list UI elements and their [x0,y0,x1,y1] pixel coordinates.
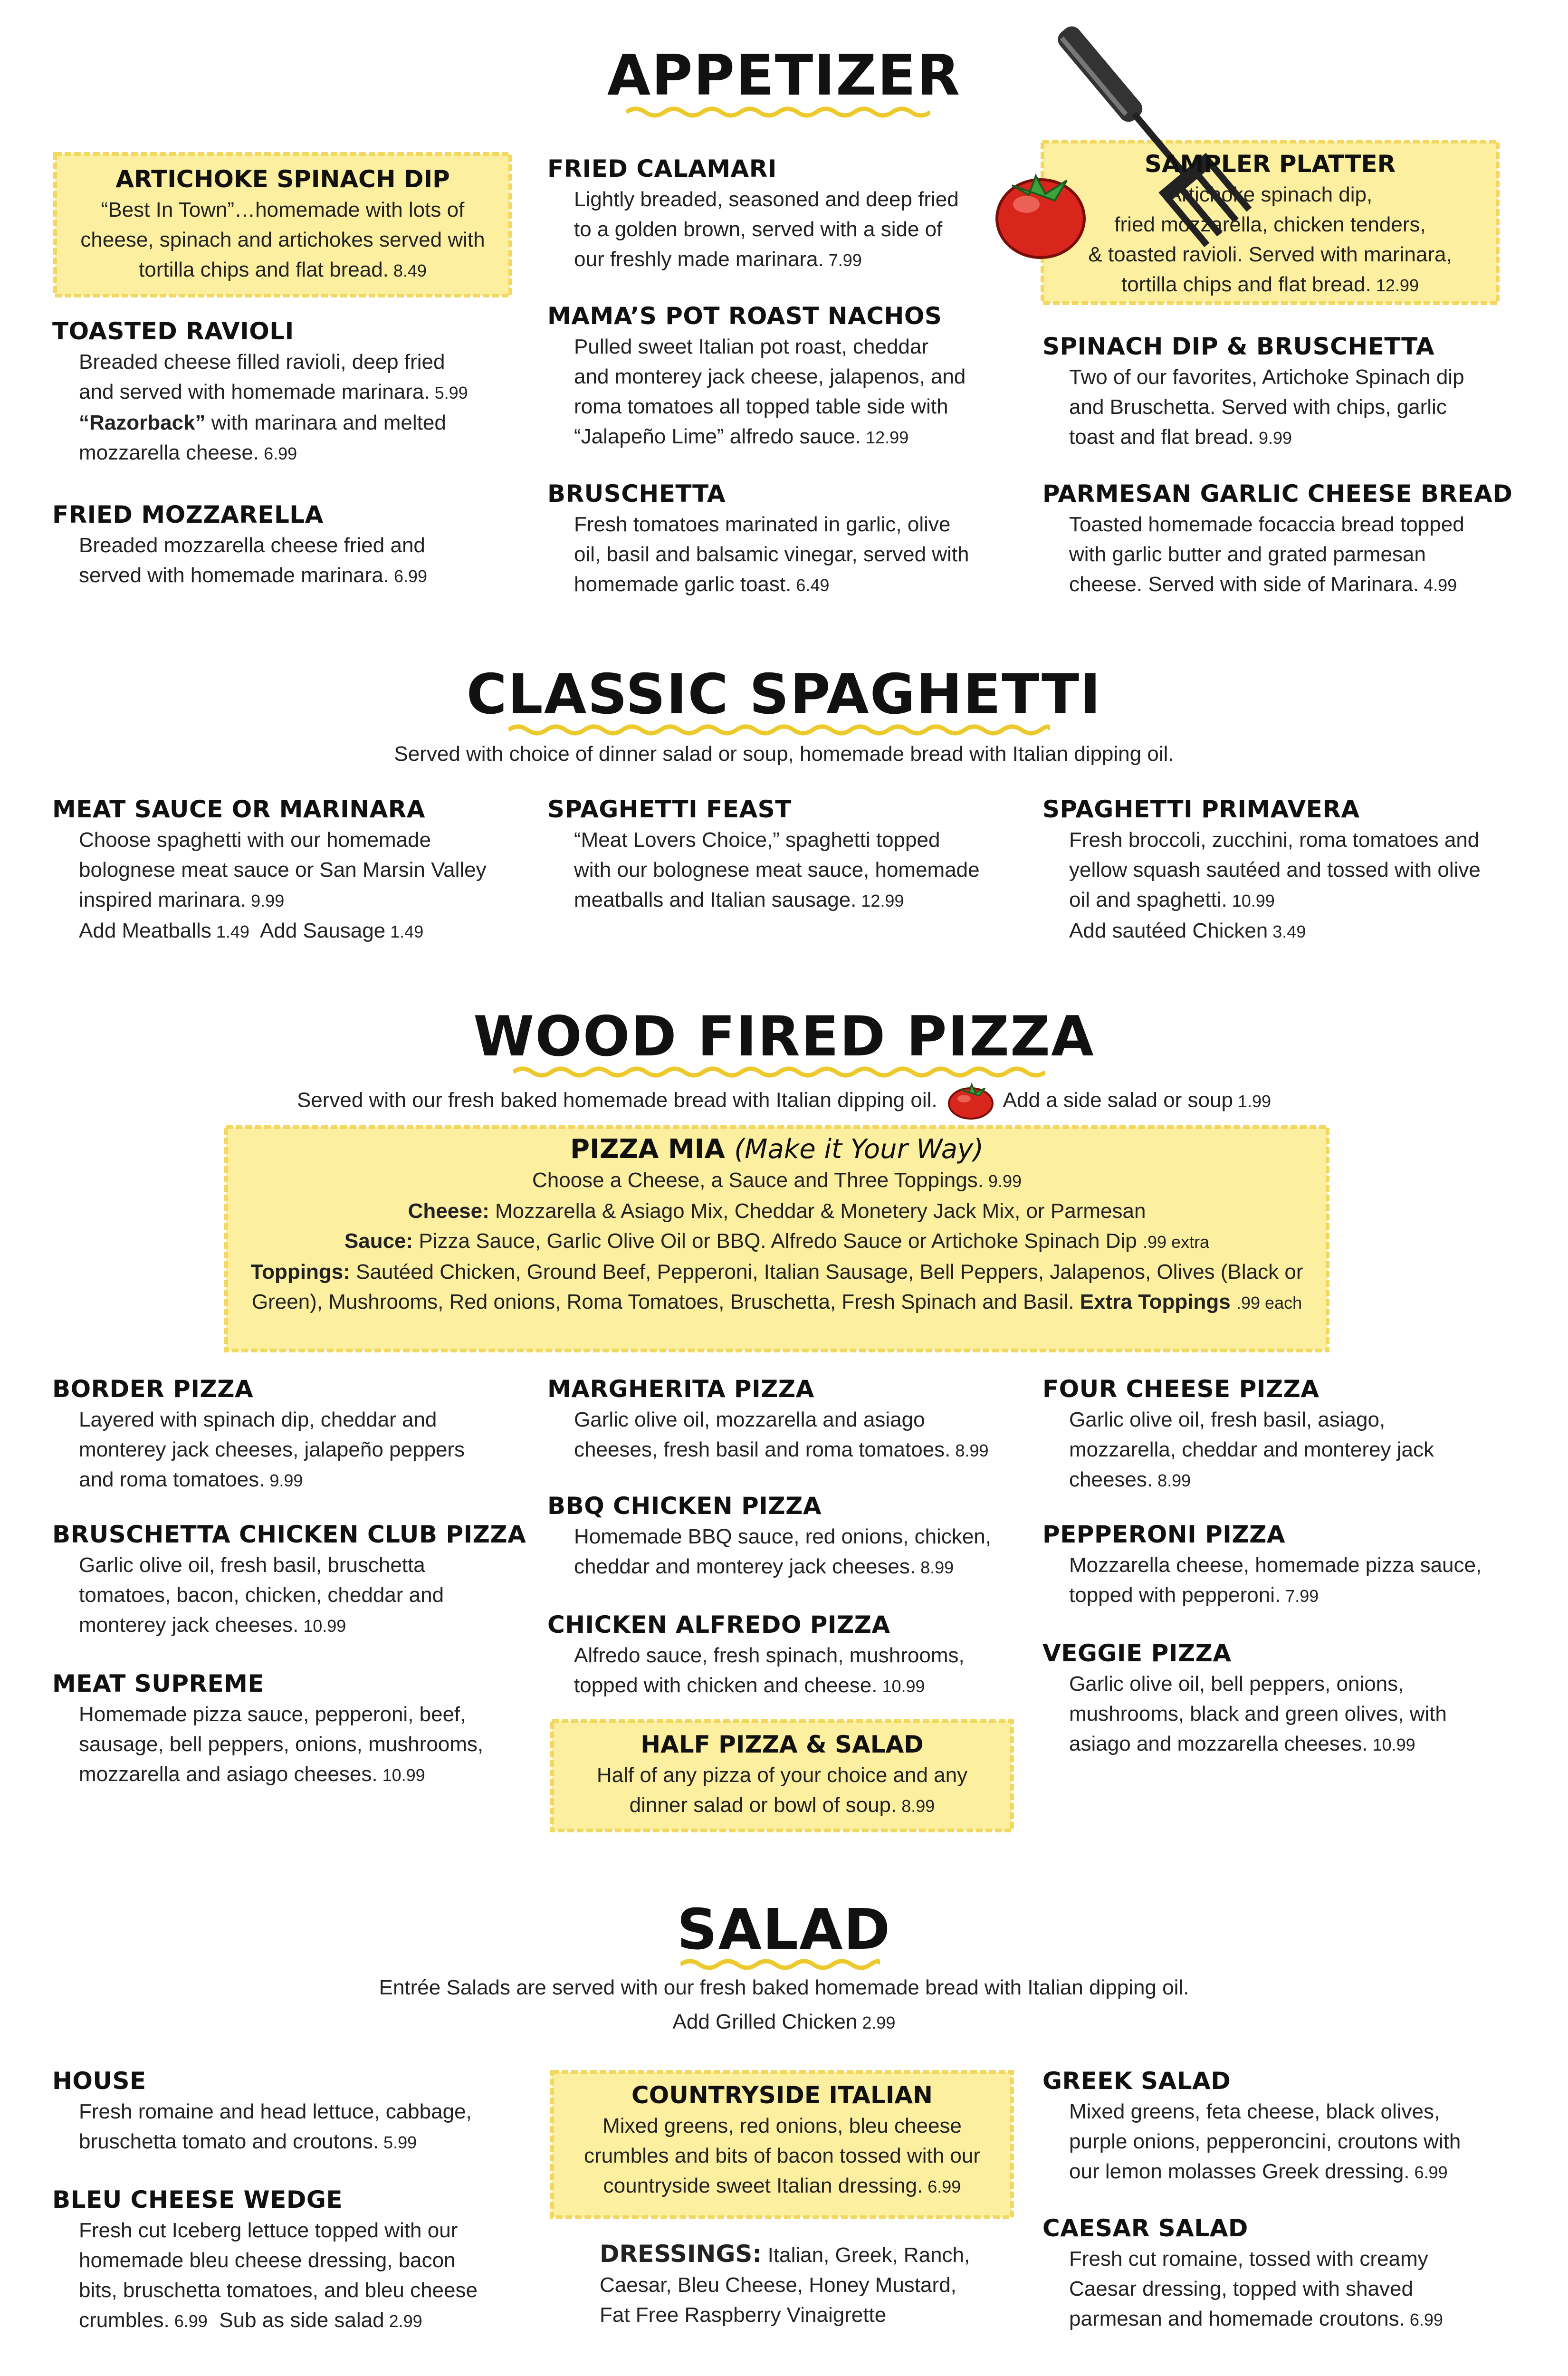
menu-item-bruschetta: BRUSCHETTA Fresh tomatoes marinated in garlic, olive oil, basil and balsamic vinegar, served with homemade garlic toast. 6.49 [547,480,969,596]
dressings-list: DRESSINGS: Italian, Greek, Ranch, Caesar, Bleu Cheese, Honey Mustard, Fat Free Raspberry Vinaigrette [600,2240,970,2327]
menu-item-spaghetti-primavera: SPAGHETTI PRIMAVERA Fresh broccoli, zucchini, roma tomatoes and yellow squash sautéed and tossed with olive oil and spaghetti. 10.99 Add sautéed Chicken 3.49 [1042,795,1481,942]
item-price: 8.49 [393,261,427,280]
salad-subtitle: Entrée Salads are served with our fresh baked homemade bread with Italian dipping oil. [379,1976,1189,1999]
salad-subtitle-addon: Add Grilled Chicken 2.99 [672,2010,896,2033]
pizza-subtitle-row: Served with our fresh baked homemade bread with Italian dipping oil. Add a side salad or soup 1.99 [0,1083,1568,1121]
countryside-italian-box: COUNTRYSIDE ITALIAN Mixed greens, red onions, bleu cheese crumbles and bits of bacon tossed with our countryside sweet Italian dressing. 6.99 [549,2069,1015,2220]
menu-item-toasted-ravioli: TOASTED RAVIOLI Breaded cheese filled ravioli, deep fried and served with homemade marinara. 5.99 “Razorback” with marinara and melted mozzarella cheese. 6.99 [52,317,468,464]
dressings-label: DRESSINGS: [600,2240,762,2268]
pizza-mia-box: PIZZA MIA (Make it Your Way) Choose a Cheese, a Sauce and Three Toppings. 9.99 Cheese: Mozzarella & Asiago Mix, Cheddar & Monetery Jack Mix, or Parmesan Sauce: Pizza Sauce, Garlic Olive Oil or BBQ. Alfredo Sauce or Artichoke Spinach Dip .99 extra Toppings: Sautéed Chicken, Ground Beef, Pepperoni, Italian Sausage, Bell Peppers, Jalapenos, Olives (Black or Green), Mushrooms, Red onions, Roma Tomatoes, Bruschetta, Fresh Spinach and Basil. Extra Toppings .99 each [223,1124,1330,1353]
menu-item-spinach-dip-bruschetta: SPINACH DIP & BRUSCHETTA Two of our favorites, Artichoke Spinach dip and Bruschetta. Served with chips, garlic toast and flat bread. 9.99 [1042,333,1464,449]
menu-item-border-pizza: BORDER PIZZA Layered with spinach dip, cheddar and monterey jack cheeses, jalapeño peppers and roma tomatoes. 9.99 [52,1375,465,1491]
tomato-icon [946,1083,995,1121]
menu-item-bbq-chicken: BBQ CHICKEN PIZZA Homemade BBQ sauce, red onions, chicken, cheddar and monterey jack cheeses. 8.99 [547,1492,992,1578]
menu-item-four-cheese: FOUR CHEESE PIZZA Garlic olive oil, fresh basil, asiago, mozzarella, cheddar and monterey jack cheeses. 8.99 [1042,1375,1434,1491]
menu-item-parmesan-garlic-bread: PARMESAN GARLIC CHEESE BREAD Toasted homemade focaccia bread topped with garlic butter and grated parmesan cheese. Served with side of Marinara. 4.99 [1042,480,1513,596]
menu-item-house-salad: HOUSE Fresh romaine and head lettuce, cabbage, bruschetta tomato and croutons. 5.99 [52,2067,472,2153]
pizza-title: WOOD FIRED PIZZA [473,1005,1095,1069]
menu-item-pot-roast-nachos: MAMA’S POT ROAST NACHOS Pulled sweet Italian pot roast, cheddar and monterey jack cheese, jalapenos, and roma tomatoes all topped table side with “Jalapeño Lime” alfredo sauce. 12.99 [547,302,966,448]
artichoke-dip-box [52,151,513,298]
pizza-mia-name: PIZZA MIA [570,1134,725,1165]
menu-item-greek-salad: GREEK SALAD Mixed greens, feta cheese, black olives, purple onions, pepperoncini, croutons with our lemon molasses Greek dressing. 6.99 [1042,2067,1461,2183]
menu-item-margherita: MARGHERITA PIZZA Garlic olive oil, mozzarella and asiago cheeses, fresh basil and roma tomatoes. 8.99 [547,1375,989,1461]
pizza-underline [513,1063,1045,1081]
sampler-platter-box: SAMPLER PLATTER Artichoke spinach dip, fried mozzarella, chicken tenders, & toasted ravioli. Served with marinara, tortilla chips and flat bread. 12.99 [1040,139,1501,306]
menu-item-chicken-alfredo: CHICKEN ALFREDO PIZZA Alfredo sauce, fresh spinach, mushrooms, topped with chicken and cheese. 10.99 [547,1611,965,1697]
menu-item-veggie: VEGGIE PIZZA Garlic olive oil, bell peppers, onions, mushrooms, black and green olives, with asiago and mozzarella cheeses. 10.99 [1042,1639,1447,1755]
menu-item-bleu-cheese-wedge: BLEU CHEESE WEDGE Fresh cut Iceberg lettuce topped with our homemade bleu cheese dressing, bacon bits, bruschetta tomatoes, and bleu cheese crumbles. 6.99 Sub as side salad 2.99 [52,2186,478,2332]
spaghetti-subtitle: Served with choice of dinner salad or soup, homemade bread with Italian dipping oil. [394,742,1174,766]
spaghetti-title: CLASSIC SPAGHETTI [466,662,1102,727]
menu-item-caesar-salad: CAESAR SALAD Fresh cut romaine, tossed with creamy Caesar dressing, topped with shaved parmesan and homemade croutons. 6.99 [1042,2214,1443,2330]
salad-underline [680,1956,880,1973]
salad-title: SALAD [677,1897,891,1962]
item-name: ARTICHOKE SPINACH DIP [115,165,450,193]
menu-item-spaghetti-feast: SPAGHETTI FEAST “Meat Lovers Choice,” spaghetti topped with our bolognese meat sauce, homemade meatballs and Italian sausage. 12.99 [547,795,980,911]
menu-item-fried-mozzarella: FRIED MOZZARELLA Breaded mozzarella cheese fried and served with homemade marinara. 6.99 [52,501,428,587]
menu-item-pepperoni: PEPPERONI PIZZA Mozzarella cheese, homemade pizza sauce, topped with pepperoni. 7.99 [1042,1521,1482,1607]
menu-item-meat-sauce: MEAT SAUCE OR MARINARA Choose spaghetti with our homemade bolognese meat sauce or San Marsin Valley inspired marinara. 9.99 Add Meatballs 1.49 Add Sausage 1.49 [52,795,487,942]
menu-item-bruschetta-chicken-club: BRUSCHETTA CHICKEN CLUB PIZZA Garlic olive oil, fresh basil, bruschetta tomatoes, bacon, chicken, cheddar and monterey jack cheeses. 10.99 [52,1521,526,1637]
half-pizza-salad-box: HALF PIZZA & SALAD Half of any pizza of your choice and any dinner salad or bowl of soup. 8.99 [549,1718,1015,1833]
menu-item-fried-calamari: FRIED CALAMARI Lightly breaded, seasoned and deep fried to a golden brown, served with a side of our freshly made marinara. 7.99 [547,155,959,271]
item-desc: “Best In Town”…homemade with lots of cheese, spinach and artichokes served with tortilla chips and flat bread. 8.49 [80,198,485,281]
appetizer-underline [626,104,930,121]
appetizer-title: APPETIZER [607,42,961,108]
spaghetti-underline [508,721,1050,738]
pizza-mia-tagline: (Make it Your Way) [734,1134,984,1165]
menu-item-meat-supreme: MEAT SUPREME Homemade pizza sauce, pepperoni, beef, sausage, bell peppers, onions, mushrooms, mozzarella and asiago cheeses. 10.99 [52,1670,484,1786]
